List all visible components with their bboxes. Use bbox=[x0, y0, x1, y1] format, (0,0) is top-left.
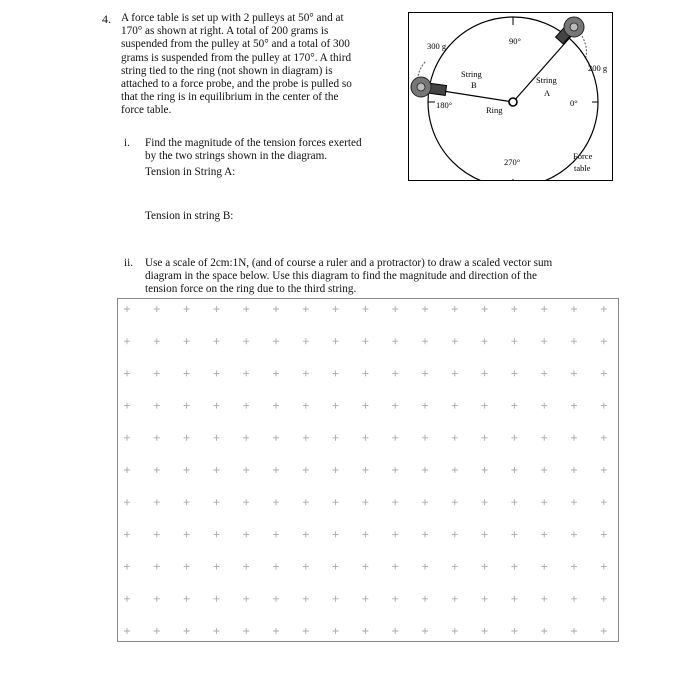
force-table-figure bbox=[408, 12, 613, 181]
force-table-label-line2: table bbox=[574, 163, 591, 173]
angle-270-label: 270° bbox=[504, 157, 521, 167]
question-line: force table. bbox=[121, 104, 172, 117]
part-ii-text bbox=[145, 257, 620, 297]
tension-a-label: Tension in String A: bbox=[145, 166, 236, 178]
string-a-label-line2: A bbox=[544, 88, 551, 98]
tension-b-label: Tension in string B: bbox=[145, 210, 234, 222]
question-line: grams is suspended from the pulley at 170°. A third bbox=[121, 51, 352, 64]
part-ii-line: diagram in the space below. Use this diagram to find the magnitude and direction of the bbox=[145, 270, 537, 283]
part-ii-line: tension force on the ring due to the third string. bbox=[145, 283, 357, 296]
mass-left-label: 300 g bbox=[427, 41, 447, 51]
part-i-line: by the two strings shown in the diagram. bbox=[145, 150, 328, 163]
part-i-number: i. bbox=[124, 137, 130, 149]
question-line: suspended from the pulley at 50° and a total of 300 bbox=[121, 38, 350, 51]
string-b-label-line2: B bbox=[471, 80, 477, 90]
ring-label: Ring bbox=[486, 105, 503, 115]
angle-90-label: 90° bbox=[509, 36, 521, 46]
question-line: that the ring is in equilibrium in the center of the bbox=[121, 91, 339, 104]
string-a-label-line1: String bbox=[536, 75, 557, 85]
question-line: 170° as shown at right. A total of 200 grams is bbox=[121, 25, 329, 38]
question-text bbox=[121, 12, 393, 118]
question-line: A force table is set up with 2 pulleys at 50° and at bbox=[121, 12, 344, 24]
part-i-text bbox=[145, 137, 395, 163]
string-b-label-line1: String bbox=[461, 69, 482, 79]
question-line: attached to a force probe, and the probe is pulled so bbox=[121, 78, 352, 91]
force-table-label-line1: Force bbox=[573, 151, 593, 161]
mass-right-label: 200 g bbox=[588, 63, 608, 73]
part-ii-number: ii. bbox=[124, 257, 134, 269]
part-ii-line: Use a scale of 2cm:1N, (and of course a ruler and a protractor) to draw a scaled vector sum bbox=[145, 257, 553, 269]
part-i-line: Find the magnitude of the tension forces exerted bbox=[145, 137, 362, 149]
question-line: string tied to the ring (not shown in diagram) is bbox=[121, 64, 333, 77]
angle-180-label: 180° bbox=[436, 100, 453, 110]
drawing-grid[interactable] bbox=[117, 298, 619, 642]
ring bbox=[509, 98, 517, 106]
angle-0-label: 0° bbox=[570, 98, 578, 108]
question-number: 4. bbox=[102, 12, 111, 26]
